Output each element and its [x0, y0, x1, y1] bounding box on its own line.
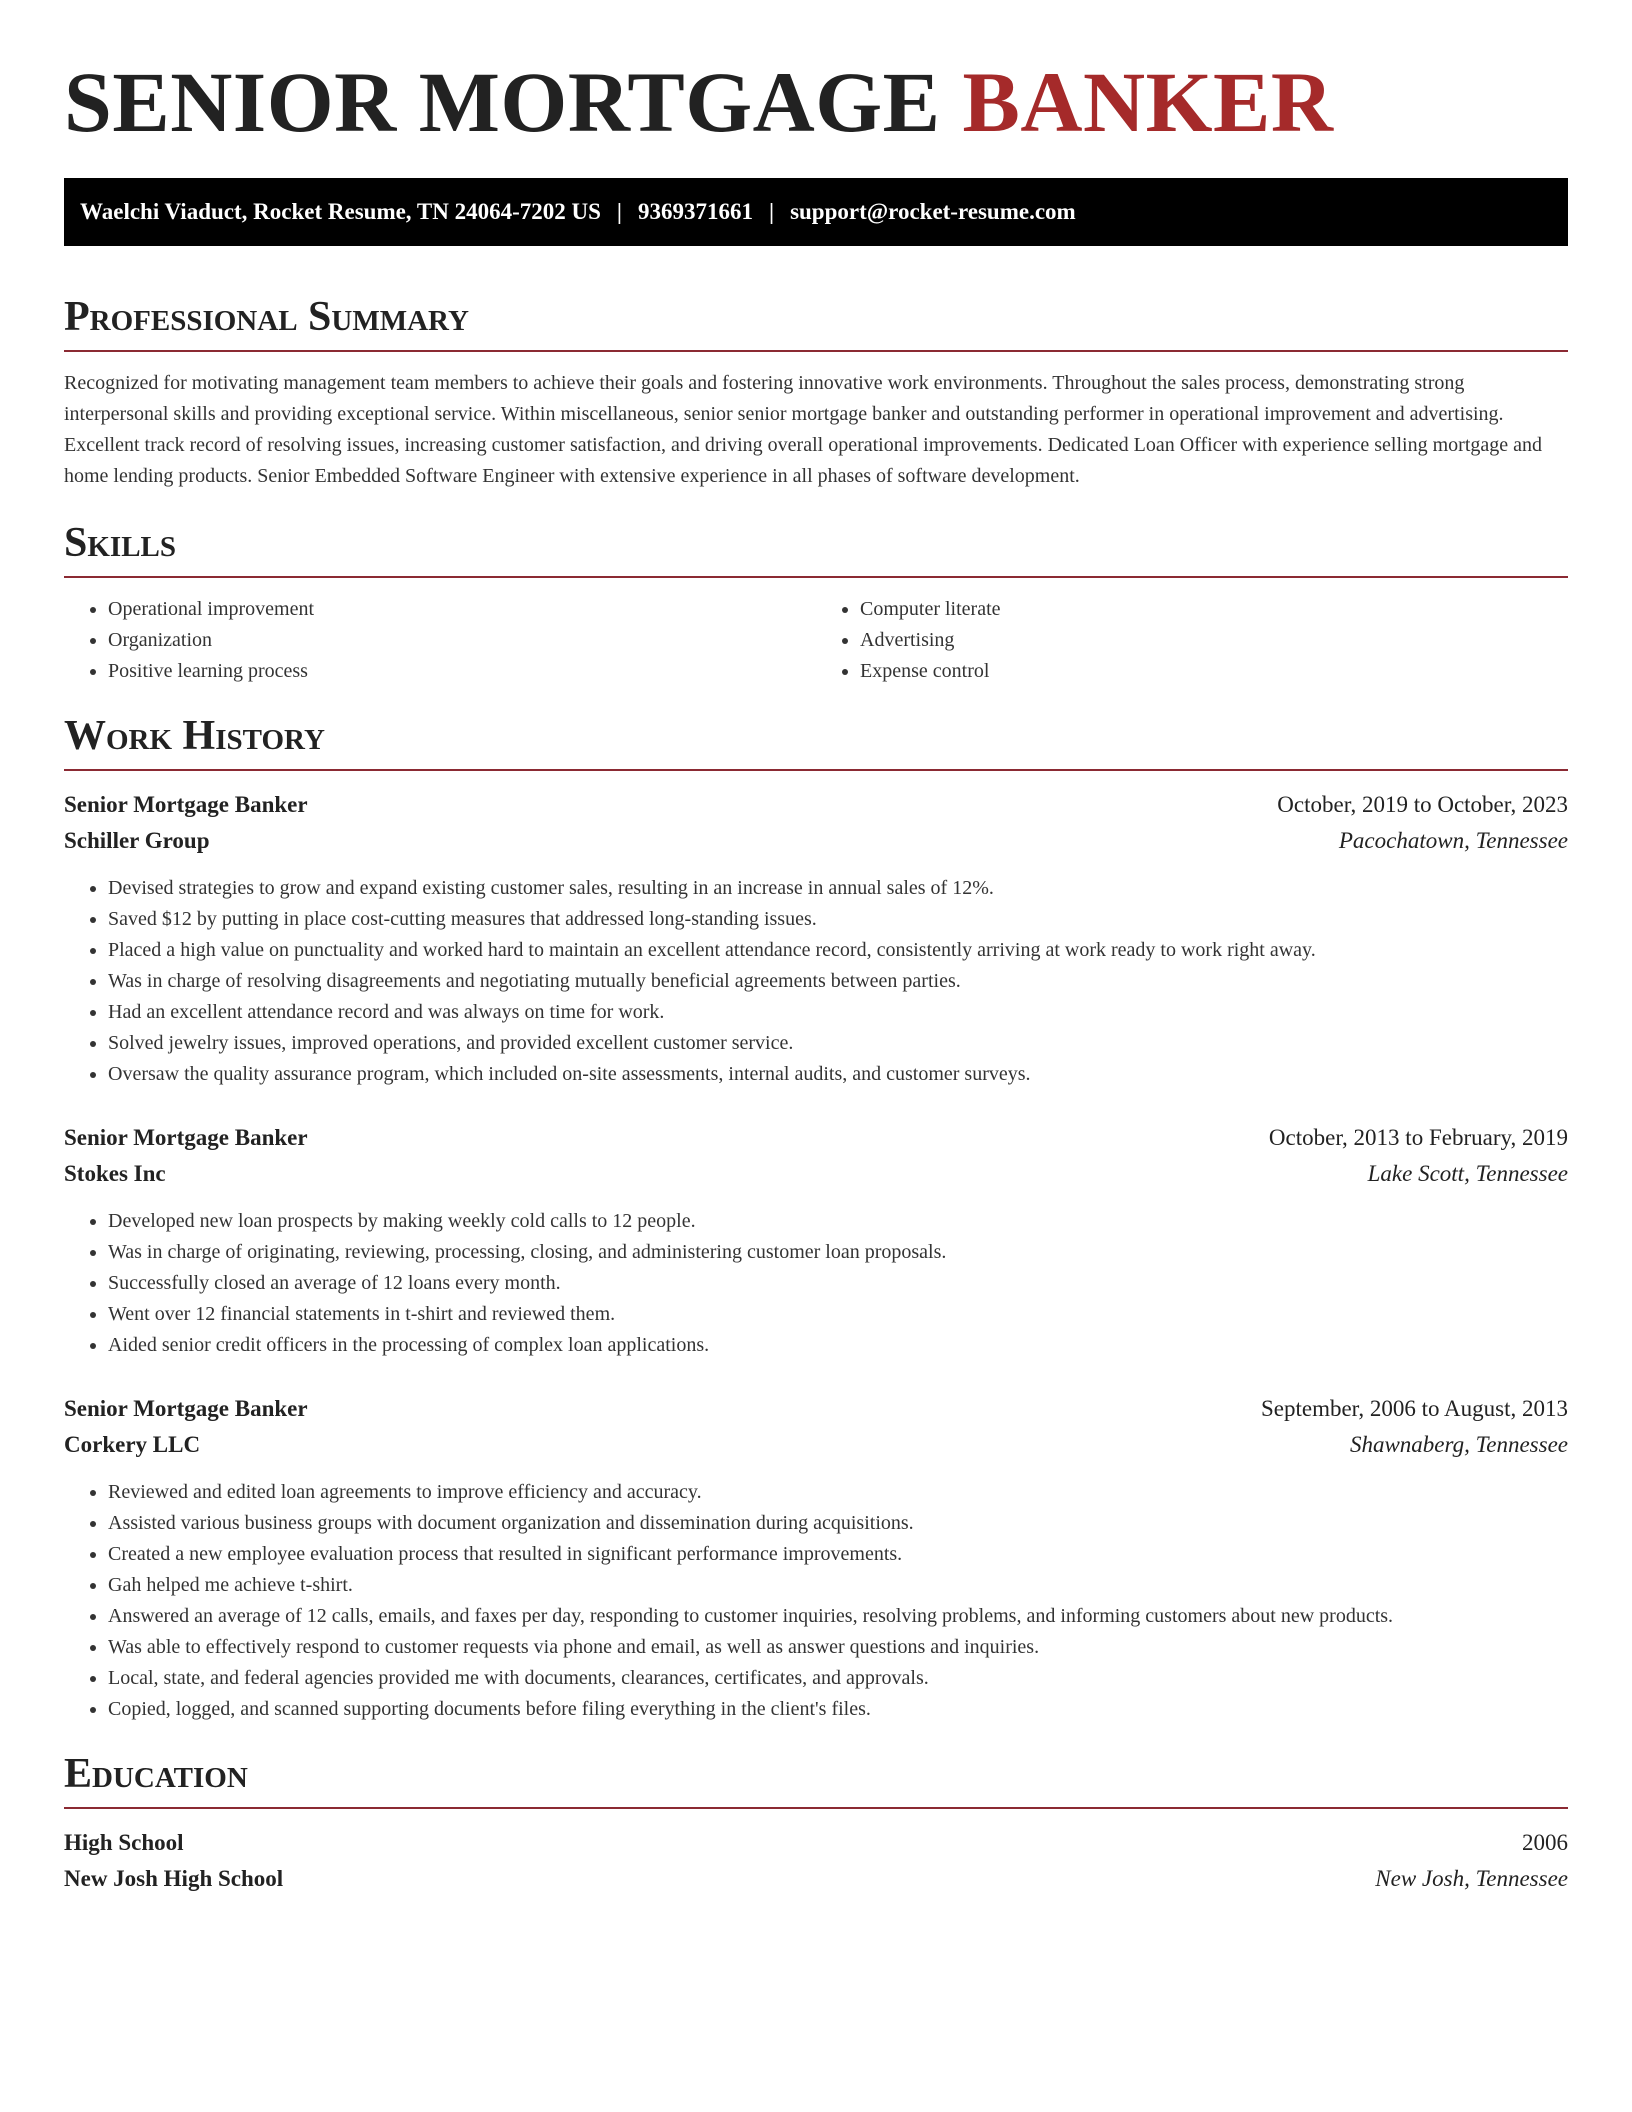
job-bullet: • Created a new employee evaluation process that resulted in significant performance improvements.: [108, 1539, 1568, 1570]
job-dates: October, 2013 to February, 2019: [1268, 1125, 1568, 1150]
job-header-row: [64, 1391, 1568, 1427]
contact-email: support@rocket-resume.com: [790, 199, 1076, 224]
skill-item: • Advertising: [860, 625, 1568, 656]
skills-right-list: [816, 594, 1568, 687]
skill-item: • Positive learning process: [108, 656, 816, 687]
work-section: [64, 709, 1568, 1725]
job-company: Corkery LLC: [64, 1432, 201, 1457]
title-main: SENIOR MORTGAGE: [64, 54, 941, 150]
job-company: Stokes Inc: [64, 1161, 166, 1186]
summary-text: Recognized for motivating management team members to achieve their goals and fostering innovative work environments. Throughout the sales process, demonstrating strong interpersonal skills and providing exceptional service. Within miscellaneous, senior senior mortgage banker and outstanding performer in operational improvement and advertising. Excellent track record of resolving issues, increasing customer satisfaction, and driving overall operational improvements. Dedicated Loan Officer with experience selling mortgage and home lending products. Senior Embedded Software Engineer with extensive experience in all phases of software development.: [64, 372, 1543, 487]
section-divider: [64, 350, 1568, 352]
job-bullet: • Answered an average of 12 calls, emails, and faxes per day, responding to customer inquiries, resolving problems, and informing customers about new products.: [108, 1601, 1568, 1632]
education-school-row: [64, 1861, 1568, 1897]
job-header-row: [64, 1120, 1568, 1156]
skills-section: [64, 516, 1568, 687]
job-company-row: [64, 1156, 1568, 1192]
job-entry: [64, 1120, 1568, 1361]
skills-columns: [64, 594, 1568, 687]
job-entry: [64, 787, 1568, 1090]
skill-item: • Operational improvement: [108, 594, 816, 625]
skill-item: • Computer literate: [860, 594, 1568, 625]
job-bullet: • Successfully closed an average of 12 loans every month.: [108, 1268, 1568, 1299]
job-bullet: • Oversaw the quality assurance program, which included on-site assessments, internal audits, and customer surveys.: [108, 1059, 1568, 1090]
contact-phone: 9369371661: [637, 199, 753, 224]
job-bullet: • Aided senior credit officers in the processing of complex loan applications.: [108, 1330, 1568, 1361]
job-bullet: • Solved jewelry issues, improved operations, and provided excellent customer service.: [108, 1028, 1568, 1059]
work-heading: Work History: [64, 713, 325, 759]
job-dates: October, 2019 to October, 2023: [1277, 792, 1568, 817]
job-bullet: • Devised strategies to grow and expand existing customer sales, resulting in an increase in annual sales of 12%.: [108, 873, 1568, 904]
education-year: 2006: [1522, 1830, 1568, 1855]
job-entry: [64, 1391, 1568, 1725]
education-school: New Josh High School: [64, 1866, 284, 1891]
summary-heading: Professional Summary: [64, 294, 469, 340]
education-degree-row: [64, 1825, 1568, 1861]
education-heading: Education: [64, 1751, 248, 1797]
job-location: Shawnaberg, Tennessee: [1349, 1432, 1568, 1457]
job-bullet: • Local, state, and federal agencies provided me with documents, clearances, certificates, and approvals.: [108, 1663, 1568, 1694]
job-bullet: • Developed new loan prospects by making weekly cold calls to 12 people.: [108, 1206, 1568, 1237]
job-bullets: [64, 873, 1568, 1090]
job-title: Senior Mortgage Banker: [64, 1396, 308, 1421]
contact-bar: [64, 178, 1568, 246]
job-company-row: [64, 1427, 1568, 1463]
contact-address: Waelchi Viaduct, Rocket Resume, TN 24064-7202 US: [80, 199, 601, 224]
job-bullet: • Reviewed and edited loan agreements to improve efficiency and accuracy.: [108, 1477, 1568, 1508]
job-bullet: • Went over 12 financial statements in t-shirt and reviewed them.: [108, 1299, 1568, 1330]
job-dates: September, 2006 to August, 2013: [1260, 1396, 1568, 1421]
contact-separator: |: [768, 199, 775, 224]
job-bullet: • Was able to effectively respond to customer requests via phone and email, as well as answer questions and inquiries.: [108, 1632, 1568, 1663]
job-bullet: • Was in charge of originating, reviewing, processing, closing, and administering customer loan proposals.: [108, 1237, 1568, 1268]
job-bullet: • Was in charge of resolving disagreements and negotiating mutually beneficial agreements between parties.: [108, 966, 1568, 997]
resume-title: [64, 52, 1568, 152]
skills-left-list: [64, 594, 816, 687]
skills-heading: Skills: [64, 520, 177, 566]
skill-item: • Organization: [108, 625, 816, 656]
education-location: New Josh, Tennessee: [1375, 1866, 1568, 1891]
education-degree: High School: [64, 1830, 184, 1855]
summary-section: [64, 290, 1568, 492]
skill-item: • Expense control: [860, 656, 1568, 687]
job-location: Lake Scott, Tennessee: [1367, 1161, 1568, 1186]
job-title: Senior Mortgage Banker: [64, 792, 308, 817]
job-bullet: • Gah helped me achieve t-shirt.: [108, 1570, 1568, 1601]
contact-separator: |: [616, 199, 622, 224]
job-bullet: • Copied, logged, and scanned supporting documents before filing everything in the client's files.: [108, 1694, 1568, 1725]
section-divider: [64, 1807, 1568, 1809]
education-entry: [64, 1825, 1568, 1897]
section-divider: [64, 769, 1568, 771]
job-bullet: • Placed a high value on punctuality and worked hard to maintain an excellent attendance record, consistently arriving at work ready to work right away.: [108, 935, 1568, 966]
job-bullet: • Assisted various business groups with document organization and dissemination during acquisitions.: [108, 1508, 1568, 1539]
education-section: [64, 1747, 1568, 1897]
section-divider: [64, 576, 1568, 578]
job-bullet: • Had an excellent attendance record and was always on time for work.: [108, 997, 1568, 1028]
job-location: Pacochatown, Tennessee: [1338, 828, 1568, 853]
title-accent: BANKER: [962, 54, 1334, 150]
job-bullet: • Saved $12 by putting in place cost-cutting measures that addressed long-standing issues.: [108, 904, 1568, 935]
job-bullets: [64, 1206, 1568, 1361]
job-bullets: [64, 1477, 1568, 1725]
job-title: Senior Mortgage Banker: [64, 1125, 308, 1150]
job-company: Schiller Group: [64, 828, 210, 853]
job-company-row: [64, 823, 1568, 859]
job-header-row: [64, 787, 1568, 823]
